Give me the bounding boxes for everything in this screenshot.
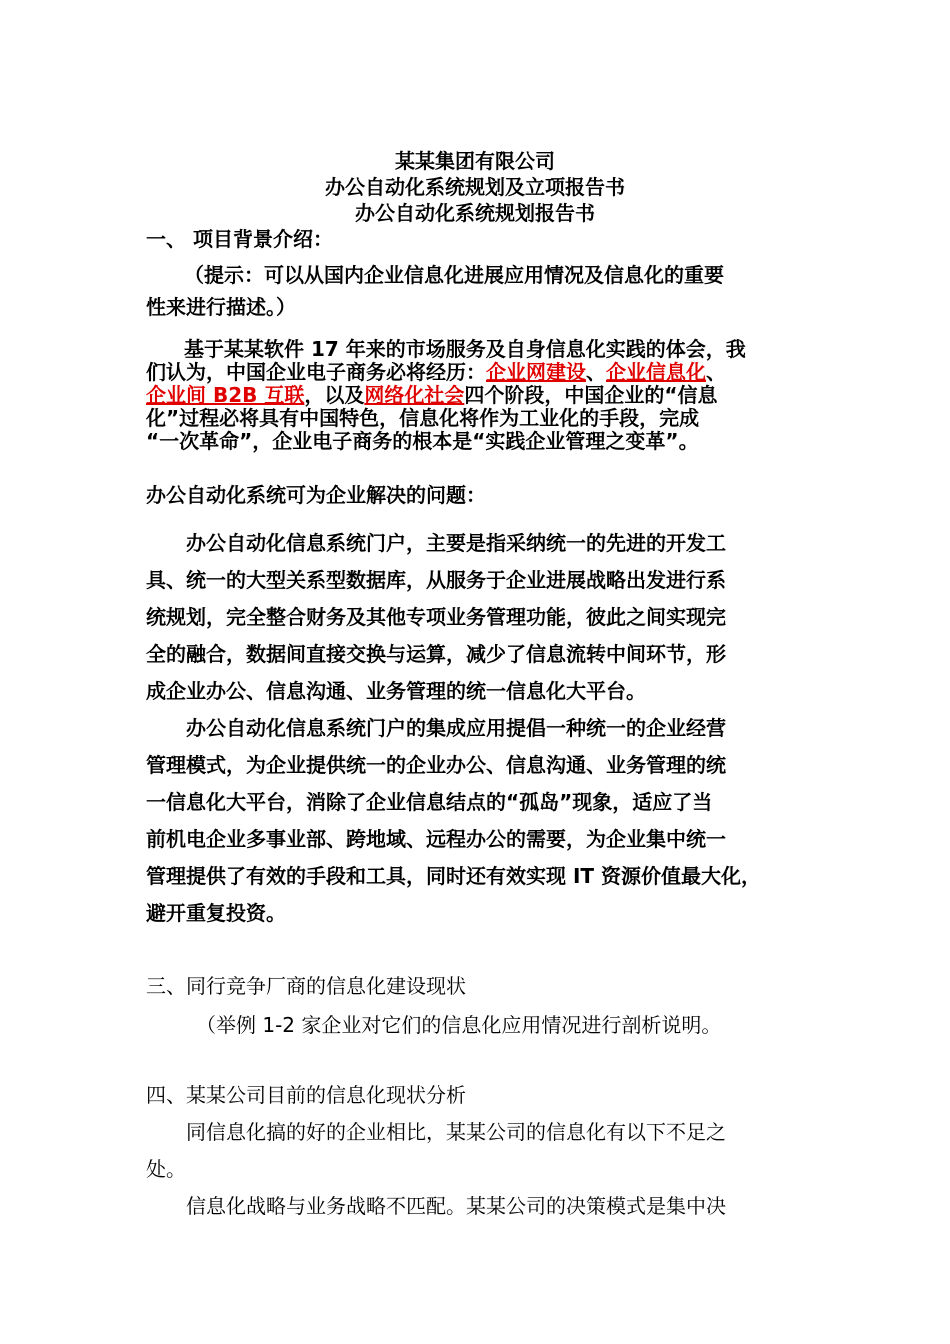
link-enterprise-informatization[interactable]: 企业信息化: [606, 360, 706, 384]
section1-hint-line2: 性来进行描述。）: [146, 295, 296, 319]
separator: 、: [706, 360, 726, 384]
section3-note: （举例 1-2 家企业对它们的信息化应用情况进行剖析说明。: [196, 1013, 722, 1037]
problems-p2-line5: 管理提供了有效的手段和工具，同时还有效实现 IT 资源价值最大化，: [146, 864, 762, 888]
problems-p1-line2: 具、统一的大型关系型数据库，从服务于企业进展战略出发进行系: [146, 568, 726, 592]
section4-para-line1: 同信息化搞的好的企业相比，某某公司的信息化有以下不足之: [186, 1120, 726, 1144]
section1-heading: 一、 项目背景介绍：: [146, 227, 333, 251]
section4-para2-line1: 信息化战略与业务战略不匹配。某某公司的决策模式是集中决: [186, 1194, 726, 1218]
problems-p2-line3: 一信息化大平台，消除了企业信息结点的“孤岛”现象，适应了当: [146, 790, 713, 814]
para-line2-text: 们认为，中国企业电子商务必将经历：: [146, 360, 486, 384]
problems-p2-line6: 避开重复投资。: [146, 901, 286, 925]
para-line3-rest: 四个阶段，中国企业的“信息: [464, 383, 718, 407]
section1-para-line5: “一次革命”，企业电子商务的根本是“实践企业管理之变革”。: [146, 429, 699, 453]
problems-p2-line2: 管理模式，为企业提供统一的企业办公、信息沟通、业务管理的统: [146, 753, 726, 777]
separator: 、: [586, 360, 606, 384]
problems-p1-line4: 全的融合，数据间直接交换与运算，减少了信息流转中间环节，形: [146, 642, 726, 666]
section4-para-line2: 处。: [146, 1157, 186, 1181]
problems-p1-line5: 成企业办公、信息沟通、业务管理的统一信息化大平台。: [146, 679, 646, 703]
link-b2b-interconnect[interactable]: 企业间 B2B 互联: [146, 383, 305, 407]
problems-p2-line4: 前机电企业多事业部、跨地域、远程办公的需要，为企业集中统一: [146, 827, 726, 851]
para-line3-text: ，以及: [304, 383, 365, 407]
problems-p1-line3: 统规划，完全整合财务及其他专项业务管理功能，彼此之间实现完: [146, 605, 726, 629]
section3-heading: 三、同行竞争厂商的信息化建设现状: [146, 974, 466, 998]
section4-heading: 四、某某公司目前的信息化现状分析: [146, 1083, 466, 1107]
section1-para-line1: 基于某某软件 17 年来的市场服务及自身信息化实践的体会，我: [184, 337, 746, 361]
problems-p2-line1: 办公自动化信息系统门户的集成应用提倡一种统一的企业经营: [186, 716, 726, 740]
section1-para-line4: 化”过程必将具有中国特色，信息化将作为工业化的手段，完成: [146, 406, 700, 430]
problems-p1-line1: 办公自动化信息系统门户，主要是指采纳统一的先进的开发工: [186, 531, 726, 555]
report-subtitle: 办公自动化系统规划报告书: [355, 201, 595, 225]
report-title: 办公自动化系统规划及立项报告书: [325, 175, 625, 199]
problems-heading: 办公自动化系统可为企业解决的问题：: [146, 483, 486, 507]
company-name: 某某集团有限公司: [395, 149, 555, 173]
section1-hint-line1: （提示：可以从国内企业信息化进展应用情况及信息化的重要: [184, 263, 724, 287]
link-enterprise-network[interactable]: 企业网建设: [486, 360, 586, 384]
link-networked-society[interactable]: 网络化社会: [364, 383, 465, 407]
